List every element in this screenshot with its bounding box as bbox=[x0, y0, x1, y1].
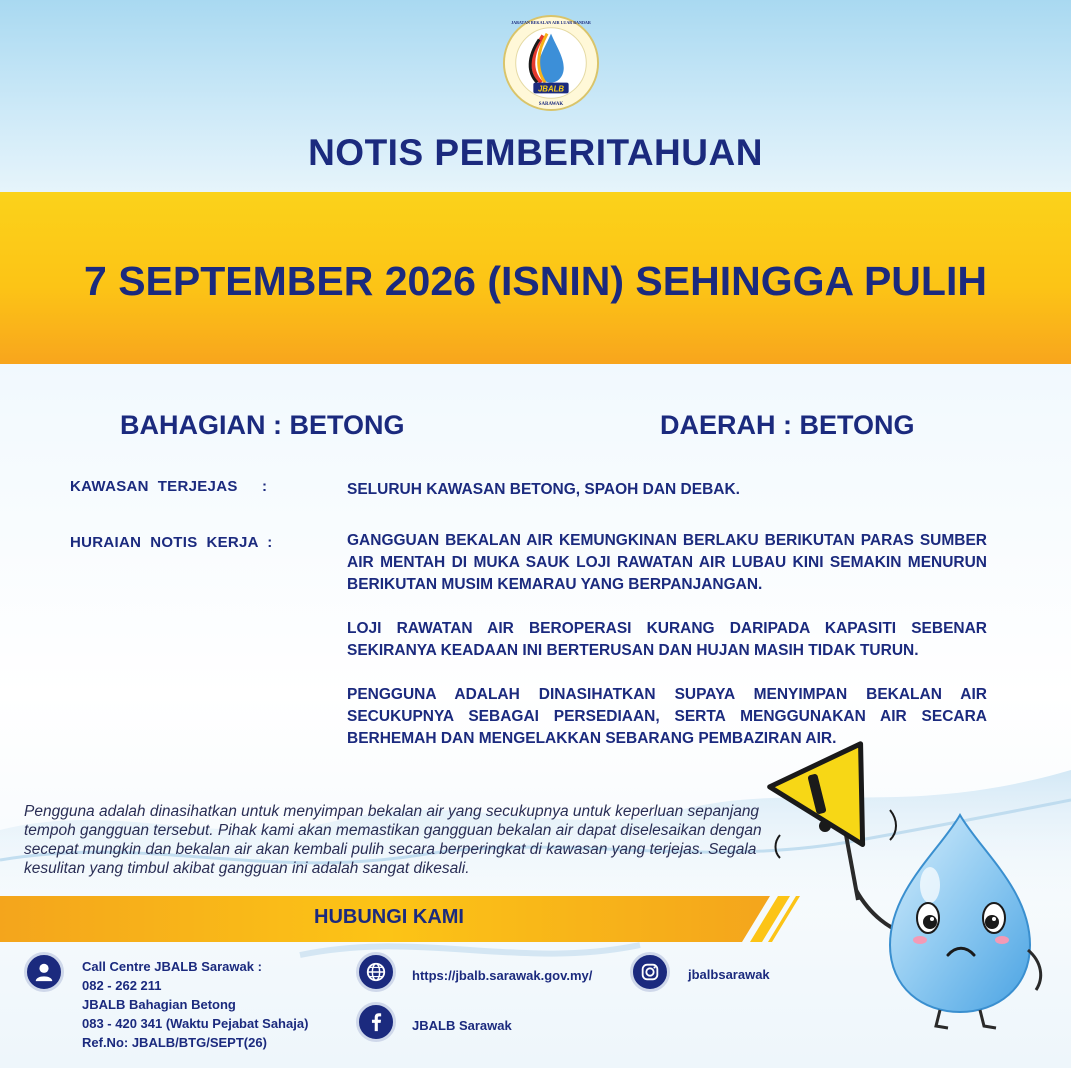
reference-number: Ref.No: JBALB/BTG/SEPT(26) bbox=[82, 1035, 267, 1050]
website-link[interactable]: https://jbalb.sarawak.gov.my/ bbox=[412, 968, 593, 983]
call-centre-info bbox=[82, 957, 308, 1052]
logo-region-text: SARAWAK bbox=[538, 102, 564, 108]
affected-area-value: SELURUH KAWASAN BETONG, SPAOH DAN DEBAK. bbox=[347, 481, 740, 498]
page-title: NOTIS PEMBERITAHUAN bbox=[308, 132, 763, 173]
instagram-link[interactable]: jbalbsarawak bbox=[688, 967, 770, 982]
date-banner-text: 7 SEPTEMBER 2026 (ISNIN) SEHINGGA PULIH bbox=[84, 258, 987, 304]
facebook-icon bbox=[356, 1002, 396, 1042]
description-paragraph-1: GANGGUAN BEKALAN AIR KEMUNGKINAN BERLAKU BERIKUTAN PARAS SUMBER AIR MENTAH DI MUKA SAUK LOJI RAWATAN AIR LUBAU KINI SEMAKIN MENURUN BERIKUTAN MUSIM KEMARAU YANG BERPANJANGAN. bbox=[347, 532, 987, 593]
logo-abbr-text: JBALB bbox=[537, 84, 565, 94]
water-drop-mascot bbox=[760, 740, 1060, 1040]
warning-icon bbox=[766, 744, 875, 856]
branch-line: JBALB Bahagian Betong bbox=[82, 997, 236, 1012]
description-paragraph-2: LOJI RAWATAN AIR BEROPERASI KURANG DARIPADA KAPASITI SEBENAR SEKIRANYA KEADAAN INI BERTERUSAN DAN HUJAN MASIH TIDAK TURUN. bbox=[347, 620, 987, 659]
bahagian-heading: BAHAGIAN : BETONG bbox=[120, 410, 405, 440]
affected-area-label: KAWASAN TERJEJAS bbox=[70, 478, 238, 495]
jbalb-logo bbox=[502, 14, 600, 112]
logo-agency-text: JABATAN BEKALAN AIR LUAR BANDAR bbox=[511, 19, 591, 25]
daerah-heading: DAERAH : BETONG bbox=[660, 410, 915, 440]
globe-icon bbox=[356, 952, 396, 992]
user-icon bbox=[24, 952, 64, 992]
call-centre-line: Call Centre JBALB Sarawak : bbox=[82, 959, 262, 974]
call-centre-phone[interactable]: 082 - 262 211 bbox=[82, 978, 162, 993]
description-paragraph-3: PENGGUNA ADALAH DINASIHATKAN SUPAYA MENYIMPAN BEKALAN AIR SECUKUPNYA SEBAGAI PERSEDIAAN, SERTA MENGGUNAKAN AIR SECARA BERHEMAH DAN MENGELAKKAN SEBARANG PEMBAZIRAN AIR. bbox=[347, 686, 987, 747]
branch-phone[interactable]: 083 - 420 341 (Waktu Pejabat Sahaja) bbox=[82, 1016, 309, 1031]
facebook-link[interactable]: JBALB Sarawak bbox=[412, 1018, 512, 1033]
affected-area-colon: : bbox=[262, 478, 267, 495]
advisory-notice: Pengguna adalah dinasihatkan untuk menyimpan bekalan air yang secukupnya untuk keperluan sepanjang tempoh gangguan tersebut. Pihak kami akan memastikan gangguan bekalan air dapat diselesaikan dengan secepat mungkin dan bekalan air akan kembali pulih secara berperingkat di kawasan yang terjejas. Segala kesulitan yang timbul akibat gangguan ini adalah sangat dikesali. bbox=[24, 803, 762, 877]
instagram-icon bbox=[630, 952, 670, 992]
description-label: HURAIAN NOTIS KERJA : bbox=[70, 534, 273, 551]
contact-heading: HUBUNGI KAMI bbox=[314, 906, 464, 928]
